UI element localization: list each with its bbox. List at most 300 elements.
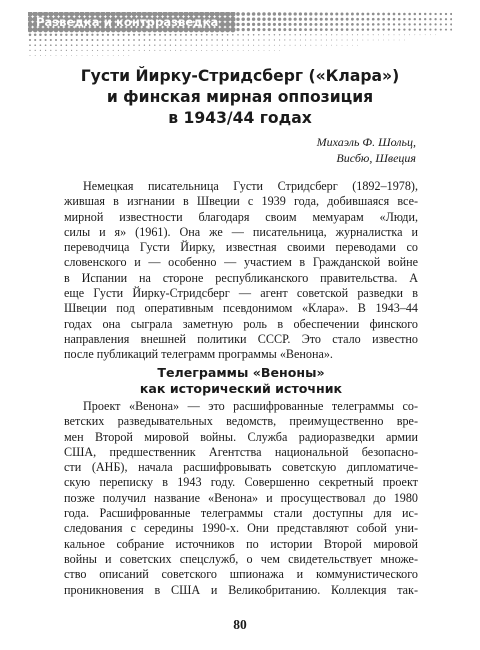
halftone-dot (60, 39, 62, 41)
halftone-dot (262, 12, 265, 15)
author-name: Михаэль Ф. Шольц, (316, 135, 416, 149)
halftone-dot (138, 39, 140, 41)
halftone-dot (284, 39, 285, 40)
halftone-dot (102, 55, 103, 56)
halftone-dot (419, 13, 421, 15)
halftone-dot (434, 13, 436, 15)
halftone-dot (242, 23, 245, 26)
halftone-dot (309, 12, 312, 15)
halftone-dot (154, 50, 155, 51)
halftone-dot (243, 45, 244, 46)
halftone-dot (97, 55, 98, 56)
halftone-dot (66, 44, 68, 46)
halftone-dot (450, 29, 452, 31)
halftone-dot (278, 12, 281, 15)
halftone-dot (388, 23, 390, 25)
halftone-dot (274, 34, 275, 35)
halftone-dot (424, 23, 426, 25)
halftone-dot (144, 50, 145, 51)
halftone-dot (377, 28, 379, 30)
halftone-dot (175, 39, 177, 41)
halftone-dot (71, 39, 73, 41)
halftone-dot (414, 18, 416, 20)
halftone-dot (211, 45, 212, 46)
halftone-dot (175, 50, 176, 51)
halftone-dot (440, 23, 442, 25)
halftone-dot (377, 13, 380, 16)
halftone-dot (425, 34, 426, 35)
halftone-dot (341, 28, 344, 31)
halftone-dot (267, 12, 270, 15)
halftone-dot (279, 39, 280, 40)
halftone-dot (326, 45, 327, 46)
halftone-dot (253, 45, 254, 46)
halftone-dot (257, 18, 260, 21)
halftone-dot (403, 28, 405, 30)
halftone-dot (430, 34, 431, 35)
text-line: проникновения в США и Великобританию. Коллекция так- (64, 582, 418, 597)
halftone-dot (243, 50, 244, 51)
halftone-dot (300, 34, 301, 35)
halftone-dot (96, 34, 98, 36)
halftone-dot (241, 17, 244, 20)
title-line: Густи Йирку-Стридсберг («Клара») (80, 67, 400, 85)
halftone-dot (445, 13, 447, 15)
halftone-dot (290, 45, 291, 46)
halftone-dot (50, 44, 52, 46)
text-line: силы и я» (1961). Она же — писательница, журналистка и (64, 224, 418, 239)
halftone-dot (34, 39, 36, 41)
halftone-dot (399, 40, 400, 41)
halftone-dot (294, 28, 297, 31)
halftone-dot (29, 44, 31, 46)
halftone-dot (237, 34, 239, 36)
text-line: мен Второй мировой войны. Служба радиоразведки армии (64, 429, 418, 444)
halftone-dot (356, 23, 359, 26)
halftone-dot (356, 28, 359, 31)
halftone-dot (356, 18, 359, 21)
halftone-dot (107, 34, 109, 36)
halftone-dot (278, 18, 281, 21)
halftone-dot (196, 39, 198, 41)
halftone-dot (388, 40, 389, 41)
halftone-dot (264, 50, 265, 51)
halftone-dot (393, 13, 396, 16)
halftone-dot (227, 50, 228, 51)
halftone-dot (190, 34, 192, 36)
halftone-dot (28, 27, 33, 32)
halftone-dot (289, 28, 292, 31)
text-line: года. Расшифрованные телеграммы стали доступны для ис- (64, 506, 418, 521)
halftone-dot (347, 40, 348, 41)
halftone-dot (440, 18, 442, 20)
halftone-dot (278, 23, 281, 26)
halftone-dot (118, 39, 120, 41)
halftone-dot (206, 45, 207, 46)
halftone-dot (206, 34, 208, 36)
halftone-dot (180, 50, 181, 51)
halftone-dot (34, 44, 36, 46)
halftone-dot (284, 34, 285, 35)
halftone-dot (321, 45, 322, 46)
halftone-dot (60, 44, 62, 46)
halftone-dot (222, 50, 223, 51)
halftone-dot (305, 39, 306, 40)
halftone-dot (257, 12, 261, 16)
halftone-dot (300, 39, 301, 40)
halftone-dot (97, 44, 99, 46)
halftone-dot (196, 34, 198, 36)
halftone-dot (258, 45, 259, 46)
halftone-dot (28, 16, 33, 22)
halftone-dot (356, 13, 359, 16)
halftone-dot (92, 55, 93, 56)
halftone-dot (45, 50, 46, 51)
halftone-dot (263, 39, 264, 40)
text-line: годах она сыграла заметную роль в обеспечении финского (64, 316, 418, 331)
halftone-dot (304, 28, 307, 31)
halftone-dot (314, 12, 317, 15)
halftone-dot (133, 45, 134, 46)
halftone-dot (414, 13, 417, 16)
halftone-dot (330, 28, 333, 31)
halftone-dot (393, 23, 395, 25)
halftone-dot (242, 28, 245, 31)
halftone-dot (347, 34, 348, 35)
text-line: сти (АНБ), начала расшифровывать советскую дипломатиче- (64, 460, 418, 475)
halftone-dot (220, 16, 226, 22)
text-line: кальное собрание источников по истории Второй мировой (64, 536, 418, 551)
halftone-dot (149, 50, 150, 51)
halftone-dot (102, 50, 103, 51)
halftone-dot (362, 40, 363, 41)
halftone-dot (258, 50, 259, 51)
halftone-dot (273, 28, 276, 31)
halftone-dot (107, 44, 108, 45)
halftone-dot (283, 28, 286, 31)
halftone-dot (91, 39, 93, 41)
halftone-dot (404, 40, 405, 41)
halftone-dot (362, 34, 363, 35)
halftone-dot (44, 34, 46, 36)
text-line: после публикаций телеграмм программы «Венона». (64, 347, 333, 362)
halftone-dot (309, 28, 312, 31)
halftone-dot (403, 23, 405, 25)
halftone-dot (138, 34, 140, 36)
halftone-dot (325, 18, 328, 21)
halftone-dot (320, 28, 323, 31)
halftone-dot (336, 40, 337, 41)
halftone-dot (201, 45, 202, 46)
halftone-dot (378, 34, 379, 35)
halftone-dot (227, 39, 228, 40)
intro-paragraph (64, 179, 418, 363)
halftone-dot (382, 23, 384, 25)
halftone-dot (175, 45, 176, 46)
halftone-dot (247, 17, 250, 20)
halftone-dot (408, 23, 410, 25)
halftone-dot (247, 28, 250, 31)
halftone-dot (435, 34, 436, 35)
halftone-dot (123, 44, 124, 45)
halftone-dot (191, 50, 192, 51)
page-number: 80 (233, 617, 247, 632)
text-line: словенского и — особенно — участием в Гражданской войне (64, 255, 418, 270)
halftone-dot (404, 34, 405, 35)
halftone-dot (408, 28, 410, 30)
body-paragraph (64, 399, 418, 598)
halftone-dot (112, 34, 114, 36)
halftone-dot (123, 50, 124, 51)
halftone-dot (82, 55, 83, 56)
halftone-dot (149, 45, 150, 46)
halftone-dot (414, 29, 416, 31)
halftone-dot (335, 28, 338, 31)
halftone-dot (420, 34, 421, 35)
halftone-dot (450, 23, 452, 25)
halftone-dot (352, 34, 353, 35)
halftone-dot (107, 50, 108, 51)
halftone-dot (434, 18, 436, 20)
halftone-dot (185, 34, 187, 36)
halftone-dot (300, 45, 301, 46)
halftone-dot (372, 28, 374, 30)
halftone-dot (398, 13, 401, 16)
halftone-dot (393, 18, 396, 21)
halftone-dot (50, 50, 51, 51)
halftone-dot (315, 39, 316, 40)
halftone-dot (325, 23, 328, 26)
halftone-dot (394, 40, 395, 41)
halftone-dot (225, 16, 231, 22)
halftone-dot (50, 55, 51, 56)
halftone-dot (335, 18, 338, 21)
halftone-dot (309, 23, 312, 26)
halftone-dot (424, 29, 426, 31)
halftone-dot (295, 39, 296, 40)
halftone-dot (367, 13, 370, 16)
halftone-dot (236, 28, 239, 31)
halftone-dot (440, 29, 442, 31)
halftone-dot (91, 34, 93, 36)
halftone-dot (253, 39, 254, 40)
halftone-dot (320, 18, 323, 21)
halftone-dot (128, 45, 129, 46)
halftone-dot (274, 39, 275, 40)
halftone-dot (269, 45, 270, 46)
halftone-dot (113, 50, 114, 51)
halftone-dot (29, 39, 31, 41)
halftone-dot (222, 45, 223, 46)
halftone-dot (165, 45, 166, 46)
halftone-dot (283, 23, 286, 26)
halftone-dot (295, 34, 296, 35)
halftone-dot (325, 28, 328, 31)
halftone-dot (331, 40, 332, 41)
halftone-dot (81, 44, 83, 46)
halftone-dot (191, 45, 192, 46)
halftone-dot (216, 39, 217, 40)
halftone-dot (377, 18, 380, 21)
halftone-dot (211, 34, 213, 36)
halftone-dot (268, 28, 271, 31)
halftone-dot (139, 45, 140, 46)
halftone-dot (220, 12, 226, 17)
halftone-dot (159, 39, 161, 41)
halftone-dot (279, 34, 280, 35)
halftone-dot (382, 13, 385, 16)
halftone-dot (253, 34, 255, 36)
halftone-dot (367, 28, 369, 30)
halftone-dot (133, 39, 135, 41)
halftone-dot (237, 39, 238, 40)
halftone-dot (169, 34, 171, 36)
article-title (40, 66, 440, 129)
halftone-dot (315, 34, 316, 35)
halftone-dot (60, 34, 62, 36)
halftone-dot (232, 39, 233, 40)
halftone-dot (320, 12, 323, 15)
halftone-dot (331, 45, 332, 46)
halftone-dot (383, 40, 384, 41)
halftone-dot (225, 27, 231, 32)
halftone-dot (309, 18, 312, 21)
halftone-dot (39, 39, 41, 41)
halftone-dot (247, 12, 251, 16)
halftone-dot (315, 23, 318, 26)
halftone-dot (232, 45, 233, 46)
halftone-dot (399, 34, 400, 35)
halftone-dot (55, 44, 57, 46)
halftone-dot (230, 16, 236, 22)
halftone-dot (40, 44, 42, 46)
halftone-dot (341, 18, 344, 21)
halftone-dot (330, 23, 333, 26)
halftone-dot (196, 45, 197, 46)
halftone-dot (367, 18, 370, 21)
halftone-dot (398, 23, 400, 25)
halftone-dot (268, 34, 269, 35)
halftone-dot (39, 34, 42, 37)
halftone-dot (76, 55, 77, 56)
halftone-dot (238, 50, 239, 51)
halftone-dot (382, 28, 384, 30)
halftone-dot (55, 50, 56, 51)
halftone-dot (128, 50, 129, 51)
halftone-dot (294, 23, 297, 26)
halftone-dot (86, 44, 88, 46)
halftone-dot (186, 50, 187, 51)
halftone-dot (424, 13, 426, 15)
halftone-dot (252, 23, 255, 26)
halftone-dot (154, 45, 155, 46)
halftone-dot (236, 12, 240, 16)
halftone-dot (164, 39, 166, 41)
halftone-dot (216, 34, 218, 36)
halftone-dot (225, 12, 231, 17)
text-line: позже получил название «Венона» и просуществовал до 1980 (64, 490, 418, 505)
halftone-dot (388, 18, 391, 21)
halftone-dot (299, 18, 302, 21)
halftone-dot (388, 34, 389, 35)
halftone-dot (450, 13, 452, 15)
halftone-dot (269, 50, 270, 51)
halftone-dot (362, 28, 365, 31)
halftone-dot (368, 40, 369, 41)
halftone-dot (341, 34, 342, 35)
halftone-dot (352, 45, 353, 46)
halftone-dot (86, 39, 88, 41)
halftone-dot (284, 45, 285, 46)
halftone-dot (310, 34, 311, 35)
halftone-dot (81, 39, 83, 41)
halftone-dot (268, 23, 271, 26)
halftone-dot (387, 13, 390, 16)
halftone-dot (97, 50, 98, 51)
halftone-dot (87, 55, 88, 56)
halftone-dot (102, 44, 103, 45)
halftone-dot (40, 55, 41, 56)
halftone-dot (450, 18, 452, 20)
halftone-dot (180, 39, 182, 41)
halftone-dot (346, 13, 349, 16)
halftone-dot (236, 17, 240, 21)
halftone-dot (248, 34, 250, 36)
halftone-dot (76, 50, 77, 51)
halftone-dot (352, 40, 353, 41)
text-line: ветских разведывательных ведомств, преимущественно вре- (64, 414, 418, 429)
halftone-dot (403, 18, 405, 20)
halftone-dot (263, 34, 264, 35)
halftone-dot (118, 55, 119, 56)
halftone-dot (217, 45, 218, 46)
halftone-dot (445, 23, 447, 25)
halftone-dot (225, 22, 231, 28)
halftone-dot (201, 34, 203, 36)
halftone-dot (361, 23, 364, 26)
halftone-dot (230, 27, 236, 32)
halftone-dot (279, 45, 280, 46)
halftone-dot (279, 50, 280, 51)
halftone-dot (97, 39, 99, 41)
halftone-dot (45, 55, 46, 56)
section-label: Разведка и контрразведка (36, 15, 219, 29)
halftone-dot (299, 12, 302, 15)
halftone-dot (227, 34, 229, 36)
halftone-dot (305, 34, 306, 35)
halftone-dot (269, 39, 270, 40)
halftone-dot (139, 50, 140, 51)
halftone-dot (143, 34, 145, 36)
halftone-dot (81, 50, 82, 51)
halftone-dot (419, 29, 421, 31)
halftone-dot (28, 22, 33, 28)
halftone-dot (257, 23, 260, 26)
author-byline (317, 134, 416, 166)
halftone-dot (310, 45, 311, 46)
text-line: еще Густи Йирку-Стридсберг — агент советской разведки в (64, 286, 418, 301)
halftone-dot (335, 23, 338, 26)
text-line: переводчица Густи Йирку, известная своими переводами со (64, 240, 418, 255)
halftone-dot (92, 44, 94, 46)
halftone-dot (304, 23, 307, 26)
halftone-dot (429, 29, 431, 31)
halftone-dot (252, 18, 255, 21)
section-header-band (28, 12, 452, 58)
halftone-dot (117, 34, 119, 36)
halftone-dot (445, 18, 447, 20)
halftone-dot (357, 45, 358, 46)
